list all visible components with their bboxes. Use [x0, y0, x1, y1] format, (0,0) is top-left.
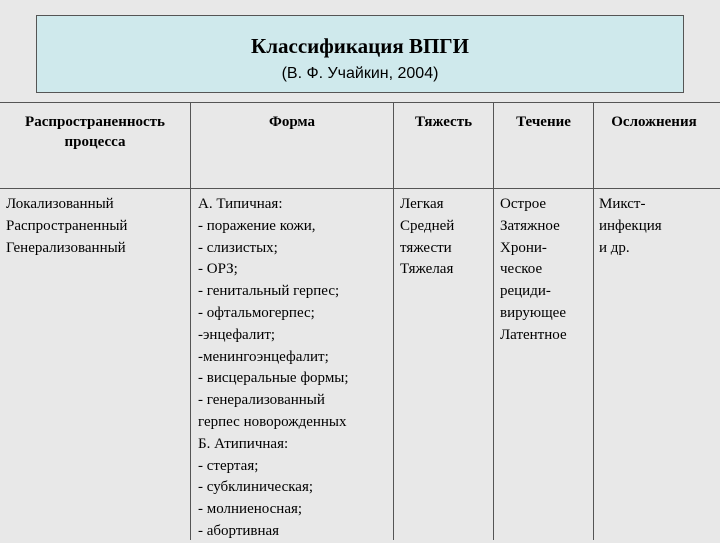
- page-title: Классификация ВПГИ: [250, 34, 469, 58]
- cell-form: А. Типичная: - поражение кожи, - слизистых; - ОРЗ; - генитальный герпес; - офтальмогерпес; -энцефалит; -менингоэнцефалит; - висцеральные формы; - генерализованный герпес новорожденных Б. Атипичная: - стертая; - субклиническая; - молниеносная; - абортивная: [198, 196, 349, 539]
- table-header-divider: [0, 188, 720, 189]
- header-prevalence: Распространенность процесса: [25, 114, 165, 150]
- page-subtitle: (В. Ф. Учайкин, 2004): [281, 65, 439, 82]
- header-form: Форма: [268, 114, 316, 130]
- cell-severity: Легкая Средней тяжести Тяжелая: [400, 196, 455, 278]
- column-divider: [190, 102, 191, 540]
- column-divider: [593, 102, 594, 540]
- column-divider: [393, 102, 394, 540]
- header-complications: Осложнения: [611, 114, 697, 130]
- cell-course: Острое Затяжное Хрони- ческое рециди- вирующее Латентное: [500, 196, 567, 343]
- cell-complications: Микст- инфекция и др.: [599, 196, 662, 256]
- cell-prevalence: Локализованный Распространенный Генерализованный: [6, 196, 128, 256]
- header-severity: Тяжесть: [414, 114, 473, 130]
- title-box: [36, 15, 684, 93]
- column-divider: [493, 102, 494, 540]
- table-top-border: [0, 102, 720, 103]
- header-course: Течение: [516, 114, 571, 130]
